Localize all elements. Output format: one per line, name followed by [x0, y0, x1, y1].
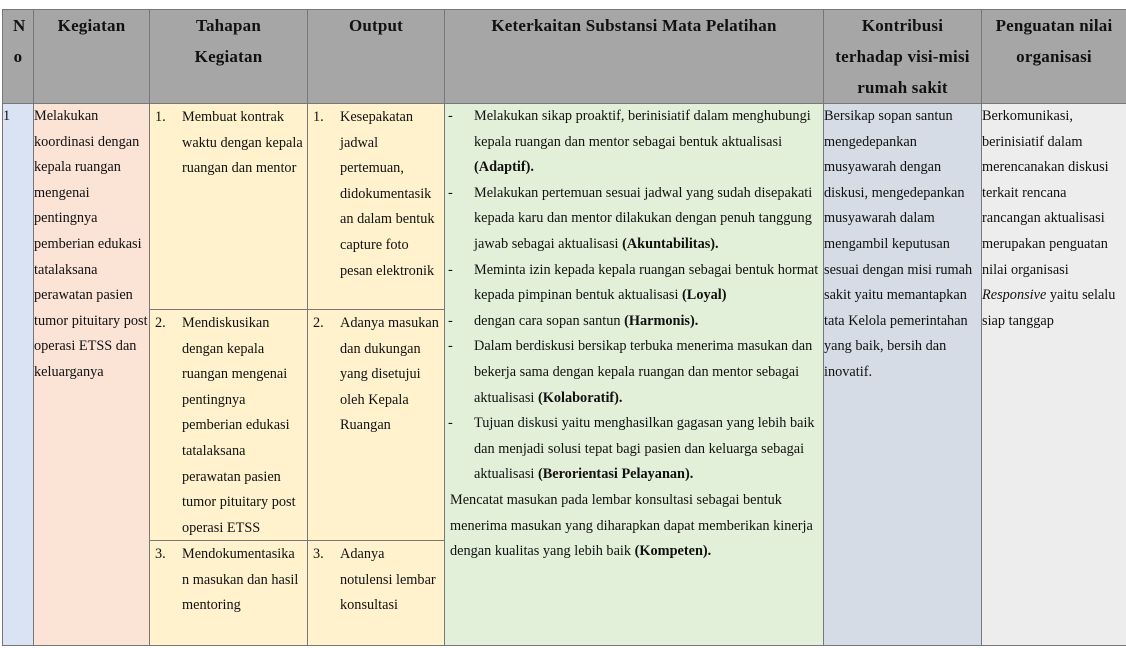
keterkaitan-bullet-3: - Meminta izin kepada kepala ruangan sebagai bentuk hormat kepada pimpinan bentuk aktualisasi (Loyal): [448, 261, 819, 304]
header-row: [3, 10, 1126, 104]
keterkaitan-bullet-1: - Melakukan sikap proaktif, berinisiatif dalam menghubungi kepala ruangan dan mentor sebagai bentuk aktualisasi (Adaptif).: [448, 108, 811, 176]
cell-kegiatan: Melakukan koordinasi dengan kepala ruangan mengenai pentingnya pemberian edukasi tatalaksana perawatan pasien tumor pituitary post operasi ETSS dan keluarganya: [34, 104, 150, 646]
header-output: Output: [308, 10, 445, 104]
keterkaitan-bullet-2: - Melakukan pertemuan sesuai jadwal yang sudah disepakati kepada karu dan mentor dilakukan dengan penuh tanggung jawab sebagai aktualisasi (Akuntabilitas).: [448, 184, 813, 252]
table-row: [3, 104, 1126, 646]
keterkaitan-bullet-4: - dengan cara sopan santun (Harmonis).: [448, 312, 699, 329]
output-item-1: 1. Kesepakatan jadwal pertemuan, didokumentasik an dalam bentuk capture foto pesan elektronik: [308, 104, 444, 310]
output-item-3: 3. Adanya notulensi lembar konsultasi: [313, 546, 436, 614]
cell-keterkaitan: [445, 104, 824, 646]
keterkaitan-paragraph: Mencatat masukan pada lembar konsultasi sebagai bentuk menerima masukan yang diharapkan dapat memberikan kinerja dengan kualitas yang lebih baik (Kompeten).: [450, 491, 813, 560]
header-kontribusi: Kontribusi terhadap visi-misi rumah sakit: [824, 10, 982, 104]
cell-penguatan: Berkomunikasi, berinisiatif dalam merencanakan diskusi terkait rencana rancangan aktualisasi merupakan penguatan nilai organisasi Responsive yaitu selalu siap tanggap: [982, 104, 1126, 646]
header-keterkaitan: Keterkaitan Substansi Mata Pelatihan: [445, 10, 824, 104]
tahapan-step-2: 2. Mendiskusikan dengan kepala ruangan mengenai pentingnya pemberian edukasi tatalaksana perawatan pasien tumor pituitary post operasi ETSS: [150, 310, 307, 541]
header-penguatan: Penguatan nilai organisasi: [982, 10, 1126, 104]
output-item-2: 2. Adanya masukan dan dukungan yang disetujui oleh Kepala Ruangan: [308, 310, 444, 541]
header-tahapan: Tahapan Kegiatan: [150, 10, 308, 104]
tahapan-step-3: 3. Mendokumentasika n masukan dan hasil mentoring: [155, 546, 299, 614]
tahapan-step-1: 1. Membuat kontrak waktu dengan kepala ruangan dan mentor: [150, 104, 307, 310]
cell-output: [308, 104, 445, 646]
cell-no: 1: [3, 104, 34, 646]
header-no: N o: [3, 10, 34, 104]
activity-table: [2, 9, 1126, 646]
keterkaitan-bullet-5: - Dalam berdiskusi bersikap terbuka menerima masukan dan bekerja sama dengan kepala ruangan dan mentor sebagai aktualisasi (Kolaboratif).: [448, 338, 813, 406]
cell-tahapan: [150, 104, 308, 646]
keterkaitan-bullet-6: - Tujuan diskusi yaitu menghasilkan gagasan yang lebih baik dan menjadi solusi tepat bagi pasien dan keluarga sebagai aktualisasi (Berorientasi Pelayanan).: [448, 415, 815, 483]
cell-kontribusi: Bersikap sopan santun mengedepankan musyawarah dengan diskusi, mengedepankan musyawarah dalam mengambil keputusan sesuai dengan misi rumah sakit yaitu memantapkan tata Kelola pemerintahan yang baik, bersih dan inovatif.: [824, 104, 982, 646]
header-kegiatan: Kegiatan: [34, 10, 150, 104]
